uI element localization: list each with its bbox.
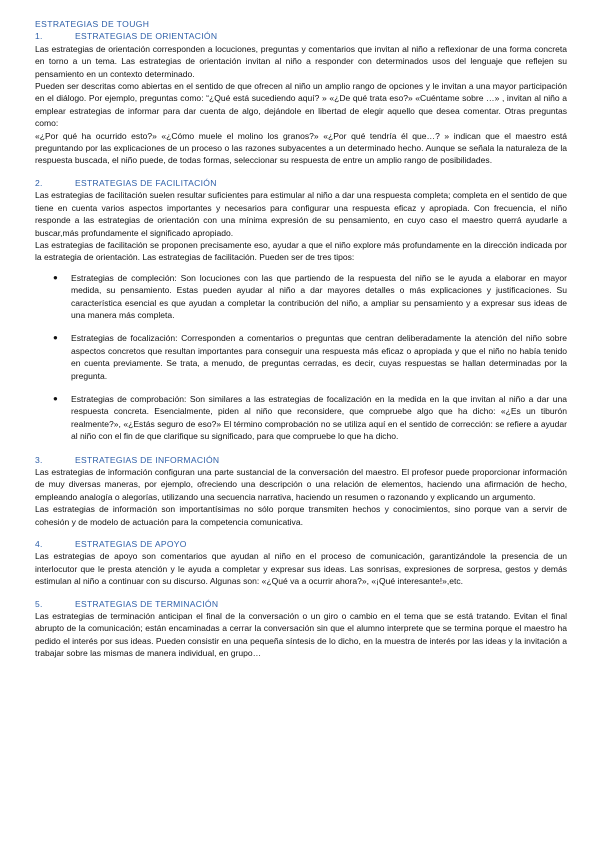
section-number: 1.: [35, 31, 43, 42]
section-heading: [35, 30, 567, 42]
section-title: ESTRATEGIAS DE ORIENTACIÓN: [75, 31, 218, 42]
section-number: 2.: [35, 177, 43, 188]
section-title: ESTRATEGIAS DE TERMINACIÓN: [75, 598, 219, 609]
section-orientacion: [35, 30, 567, 166]
document-title: ESTRATEGIAS DE TOUGH: [35, 19, 150, 29]
section-title: ESTRATEGIAS DE INFORMACIÓN: [75, 454, 220, 465]
section-terminacion: [35, 598, 567, 660]
paragraph: Pueden ser descritas como abiertas en el sentido de que ofrecen al niño un amplio rango de opciones y le invitan a una mayor participación en el diálogo. Por ejemplo, preguntas como: “¿Qué está sucediendo aquí? » «¿De qué trata eso?» «Cuéntame sobre …» , invitan al niño a emplear estrategias de informar para dar cuenta de algo, dejándole en libertad de elegir aquello que desea comentar. Otras preguntas como:: [35, 81, 567, 129]
paragraph: Las estrategias de orientación corresponden a locuciones, preguntas y comentarios que invitan al niño a reflexionar de una forma concreta en torno a un tema. Las estrategias de orientación invitan al niño a responder con determinados usos del lenguaje que reflejen su pensamiento en un contexto determinado.: [35, 43, 567, 79]
bullet-icon: ●: [53, 272, 58, 282]
section-heading: [35, 598, 567, 610]
section-title: ESTRATEGIAS DE APOYO: [75, 539, 187, 550]
list-item-text: Estrategias de compleción: Son locuciones con las que partiendo de la respuesta del niño se le ayuda a elaborar en mayor medida, su pensamiento. Estas pueden ayudar al niño a dar mayores detalles o más explicaciones y justificaciones. Su característica esencial es que ayudan a completar la contribución del niño, a ampliar su pensamiento y a expresar sus ideas de una manera más completa.: [71, 272, 567, 320]
section-heading: [35, 454, 567, 466]
section-number: 5.: [35, 598, 43, 609]
section-heading: [35, 538, 567, 550]
section-apoyo: [35, 538, 567, 588]
section-title: ESTRATEGIAS DE FACILITACIÓN: [75, 177, 217, 188]
list-item: [35, 332, 567, 382]
bullet-icon: ●: [53, 393, 58, 403]
list-item-text: Estrategias de focalización: Corresponden a comentarios o preguntas que centran deliberadamente la atención del niño sobre aspectos concretos que resultan importantes para conseguir una respuesta más eficaz o apropiada y que el niño no había tenido en cuenta previamente. Se trata, a menudo, de preguntas cerradas, es decir, cuyas respuestas se hallan determinadas por la pregunta.: [71, 333, 567, 381]
section-heading: [35, 177, 567, 189]
list-item: [35, 272, 567, 322]
paragraph: Las estrategias de apoyo son comentarios que ayudan al niño en el proceso de comunicación, garantizándole la presencia de un interlocutor que le presta atención y le ayuda a completar y expresar sus ideas. Las sonrisas, expresiones de sorpresa, gestos y demás estimulan al niño a continuar con su discurso. Algunas son: «¿Qué va a ocurrir ahora?», «¡Qué interesante!»,etc.: [35, 551, 567, 587]
section-informacion: [35, 454, 567, 528]
section-facilitacion: [35, 177, 567, 443]
section-number: 3.: [35, 454, 43, 465]
bullet-icon: ●: [53, 333, 58, 343]
paragraph: Las estrategias de facilitación suelen resultar suficientes para estimular al niño a dar una respuesta completa; completa en el sentido de que tiene en cuenta varios aspectos importantes y necesarios para configurar una respuesta eficaz y apropiada. Con frecuencia, el niño responde a las estrategias de orientación con una mínima expresión de su pensamiento, en cuyo caso el maestro querrá ayudarle a buscar,más profundamente el significado apropiado.: [35, 190, 567, 238]
paragraph: Las estrategias de información configuran una parte sustancial de la conversación del maestro. El profesor puede proporcionar información de muy diversas maneras, por ejemplo, ofreciendo una descripción o una relación de elementos, haciendo una afirmación de hecho, empleando analogía o alegorías, utilizando una secuencia narrativa, haciendo un resumen o razonando y explicando un argumento.: [35, 467, 567, 502]
paragraph: «¿Por qué ha ocurrido esto?» «¿Cómo muele el molino los granos?» «¿Por qué tendría él que…? » indican que el maestro está preguntando por las explicaciones de un proceso o las razones subyacentes a un determinado hecho. Aunque se señala la naturaleza de la respuesta buscada, el niño puede, de todas formas, seleccionar su respuesta de entre un amplio rango de posibilidades.: [35, 130, 567, 166]
paragraph: Las estrategias de terminación anticipan el final de la conversación o un giro o cambio en el tema que se está tratando. Evitan el final abrupto de la comunicación; están encaminadas a cerrar la conversación sin que el alumno interprete que se termina porque el maestro ha pedido el interés por sus ideas. Pueden consistir en una pequeña síntesis de lo dicho, en la muestra de interés por las ideas y la invitación a trabajar sobre las mismas de manera individual, en grupo…: [35, 611, 567, 659]
section-number: 4.: [35, 539, 43, 550]
paragraph: Las estrategias de información son importantísimas no sólo porque transmiten hechos y conocimientos, sino porque van a servir de cohesión y de modelo de actuación para la competencia comunicativa.: [35, 504, 567, 527]
strategy-type-list: [35, 272, 567, 443]
list-item: [35, 393, 567, 443]
list-item-text: Estrategias de comprobación: Son similares a las estrategias de focalización en la medida en la que invitan al niño a dar una respuesta concreta. Esencialmente, piden al niño que reconsidere, que compruebe algo que ha dicho: «¿Es un tiburón realmente?», «¿Estás seguro de eso?» El término comprobación no se utiliza aquí en el sentido de corrección: se refiere a ayudar al niño con el fin de que clarifique su significado, para que compruebe lo que ha dicho.: [71, 393, 567, 442]
paragraph: Las estrategias de facilitación se proponen precisamente eso, ayudar a que el niño explore más profundamente en la dirección indicada por la estrategia de orientación. Las estrategias de facilitación. Pueden ser de tres tipos:: [35, 239, 567, 263]
